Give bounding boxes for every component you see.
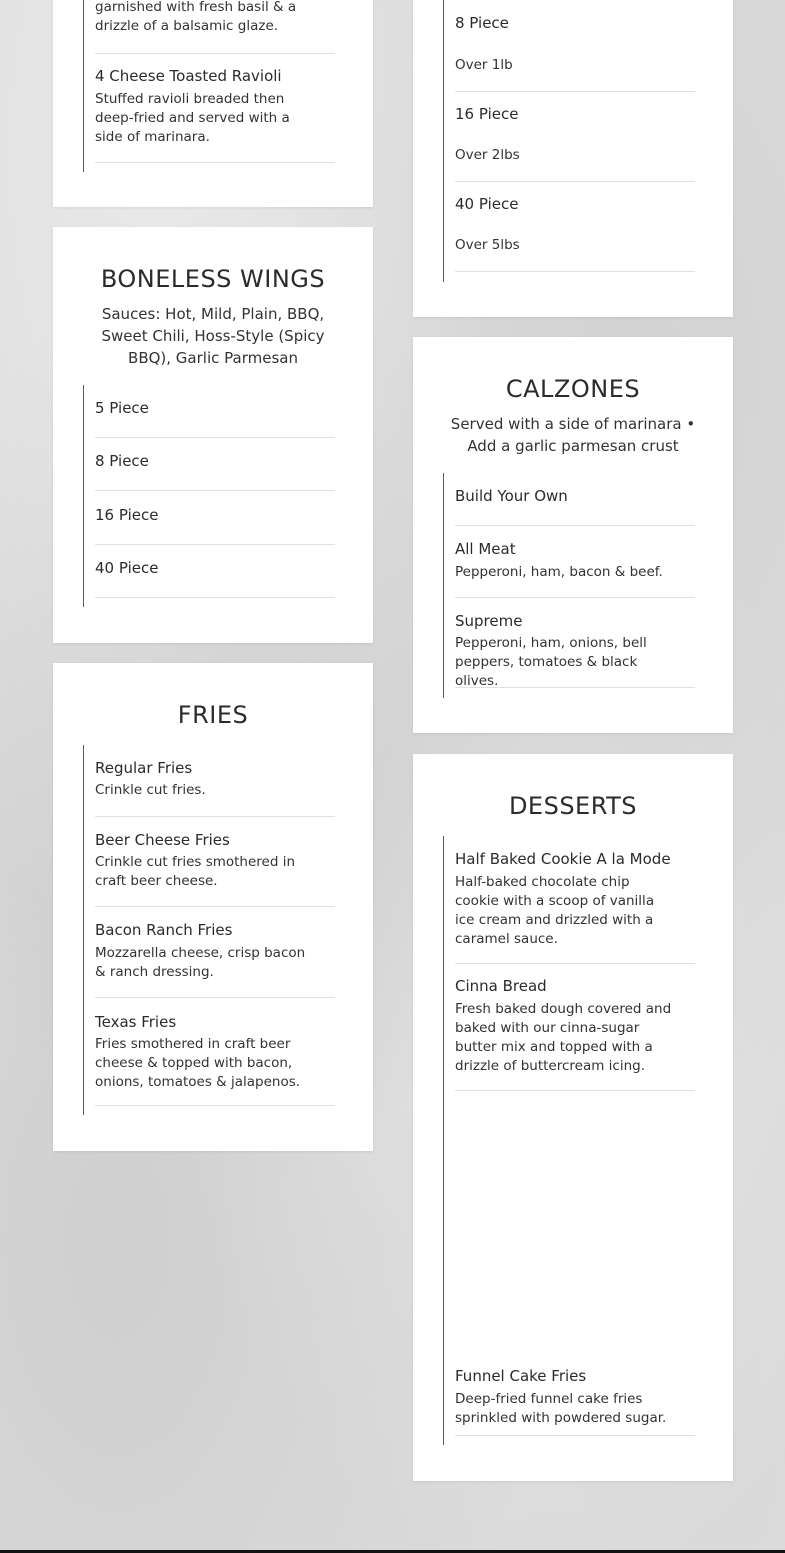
menu-item bbox=[95, 53, 335, 163]
menu-item-description: Half-baked chocolate chip cookie with a scoop of vanilla ice cream and drizzled with a caramel sauce. bbox=[455, 874, 655, 947]
boneless-wings-card bbox=[53, 227, 373, 643]
menu-item-name: Beer Cheese Fries bbox=[95, 831, 230, 849]
wings-item-list bbox=[443, 0, 695, 282]
menu-item-name: Regular Fries bbox=[95, 759, 193, 777]
menu-item-name: Build Your Own bbox=[455, 487, 568, 505]
menu-item-description: Pepperoni, ham, onions, bell peppers, tomatoes & black olives. bbox=[455, 635, 647, 689]
menu-item-name: Supreme bbox=[455, 612, 523, 630]
menu-item bbox=[455, 598, 695, 688]
menu-item-description: Fries smothered in craft beer cheese & topped with bacon, onions, tomatoes & jalapenos. bbox=[95, 1036, 301, 1090]
menu-item-name: 16 Piece bbox=[95, 506, 159, 524]
menu-item-description: Over 5lbs bbox=[455, 237, 520, 253]
menu-item-name: Cinna Bread bbox=[455, 977, 547, 995]
menu-item bbox=[455, 836, 695, 964]
desserts-item-list bbox=[443, 836, 695, 1445]
menu-item bbox=[455, 526, 695, 598]
wings-card bbox=[413, 0, 733, 317]
menu-item bbox=[455, 473, 695, 526]
section-subtitle: Served with a side of marinara • Add a garlic parmesan crust bbox=[450, 415, 696, 455]
menu-item bbox=[95, 491, 335, 545]
menu-item-description: Crinkle cut fries. bbox=[95, 782, 206, 798]
menu-item-description: Crinkle cut fries smothered in craft beer cheese. bbox=[95, 854, 296, 889]
menu-item bbox=[95, 998, 335, 1106]
menu-item bbox=[455, 92, 695, 182]
menu-item-name: 40 Piece bbox=[95, 559, 159, 577]
section-subtitle: Sauces: Hot, Mild, Plain, BBQ, Sweet Chili, Hoss-Style (Spicy BBQ), Garlic Parmesan bbox=[101, 305, 325, 367]
menu-item bbox=[95, 745, 335, 817]
menu-item-description: Over 1lb bbox=[455, 57, 513, 73]
fries-card bbox=[53, 663, 373, 1151]
menu-item-description: Pepperoni, ham, bacon & beef. bbox=[455, 564, 663, 580]
fries-item-list bbox=[83, 745, 335, 1115]
menu-item-name: 8 Piece bbox=[455, 14, 509, 32]
menu-item-description: Stuffed ravioli breaded then deep-fried and served with a side of marinara. bbox=[95, 91, 290, 145]
menu-item-name: All Meat bbox=[455, 540, 516, 558]
menu-item-description: Fresh baked dough covered and baked with our cinna-sugar butter mix and topped with a drizzle of buttercream icing. bbox=[455, 1001, 672, 1074]
section-title: BONELESS WINGS bbox=[100, 265, 326, 293]
menu-item-name: Texas Fries bbox=[95, 1013, 177, 1031]
menu-item-name: Bacon Ranch Fries bbox=[95, 921, 233, 939]
menu-item-name: 8 Piece bbox=[95, 452, 149, 470]
menu-item bbox=[455, 0, 695, 92]
menu-item bbox=[455, 182, 695, 272]
menu-item-name: Funnel Cake Fries bbox=[455, 1367, 587, 1385]
menu-item-name: 40 Piece bbox=[455, 195, 519, 213]
menu-item bbox=[455, 964, 695, 1091]
menu-item bbox=[95, 385, 335, 438]
section-title: FRIES bbox=[177, 701, 249, 729]
menu-item-name: 16 Piece bbox=[455, 105, 519, 123]
menu-item-description: Over 2lbs bbox=[455, 147, 520, 163]
calzones-item-list bbox=[443, 473, 695, 698]
appetizers-card bbox=[53, 0, 373, 207]
menu-item bbox=[95, 0, 335, 54]
boneless-wings-item-list bbox=[83, 385, 335, 607]
menu-item bbox=[95, 817, 335, 907]
menu-item-description: garnished with fresh basil & a drizzle of a balsamic glaze. bbox=[95, 0, 297, 34]
menu-item bbox=[95, 907, 335, 998]
menu-item bbox=[95, 438, 335, 491]
calzones-card bbox=[413, 337, 733, 733]
menu-item-name: 4 Cheese Toasted Ravioli bbox=[95, 67, 282, 85]
menu-item-name: 5 Piece bbox=[95, 399, 149, 417]
menu-item bbox=[95, 545, 335, 598]
section-title: CALZONES bbox=[505, 375, 641, 403]
appetizers-item-list bbox=[83, 0, 335, 172]
menu-item-name: Half Baked Cookie A la Mode bbox=[455, 850, 671, 868]
menu-item-description: Deep-fried funnel cake fries sprinkled with powdered sugar. bbox=[455, 1391, 667, 1426]
menu-item-description: Mozzarella cheese, crisp bacon & ranch dressing. bbox=[95, 945, 306, 980]
menu-item bbox=[455, 1091, 695, 1436]
desserts-card bbox=[413, 754, 733, 1481]
section-title: DESSERTS bbox=[508, 792, 638, 820]
